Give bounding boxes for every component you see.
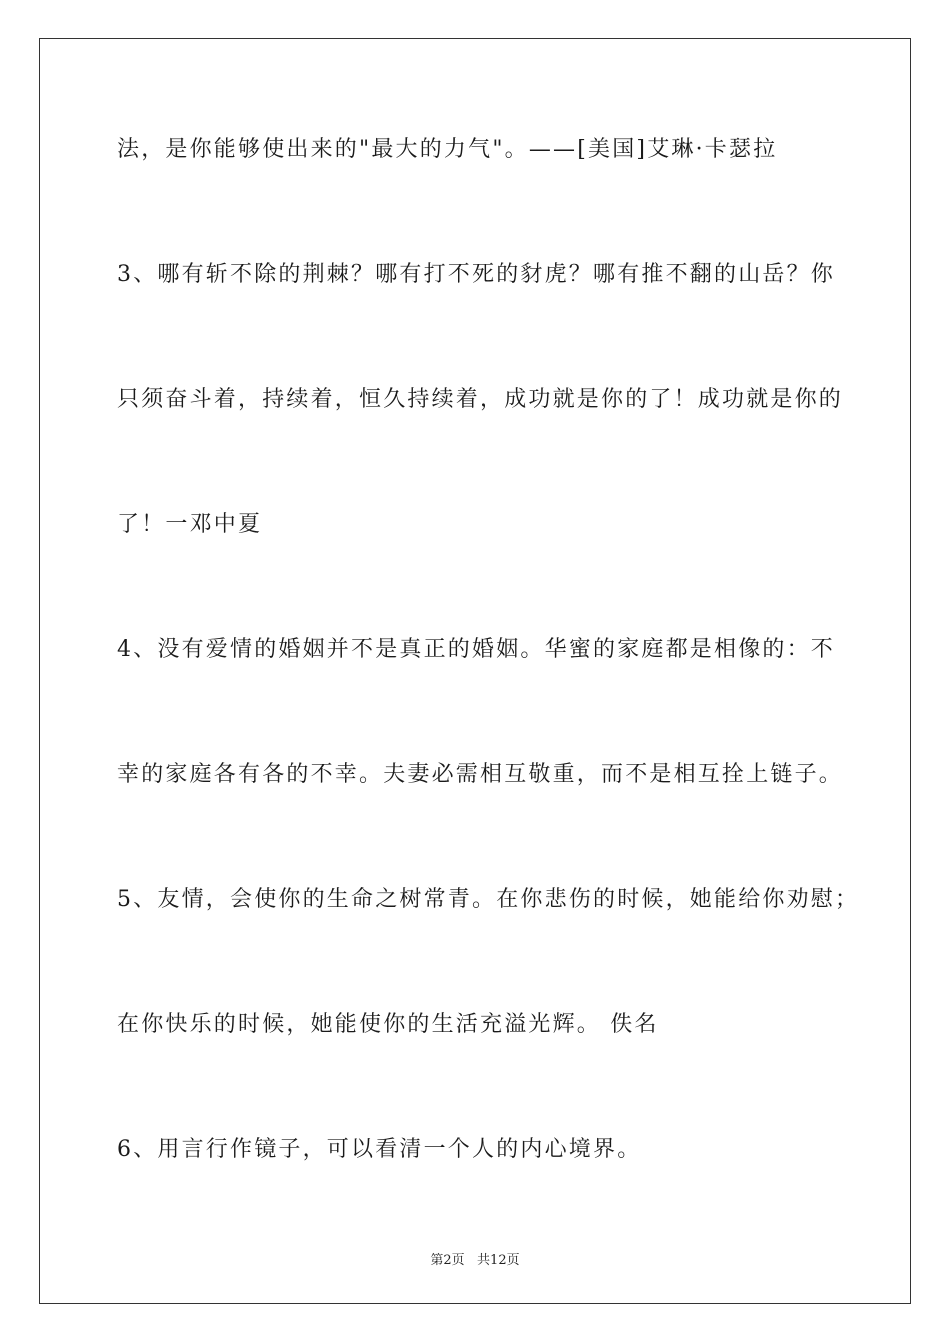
page-number-footer: 第2页 共12页 xyxy=(430,1253,520,1268)
text-line-5: 4、没有爱情的婚姻并不是真正的婚姻。华蜜的家庭都是相像的：不 xyxy=(117,637,835,662)
text-line-2: 3、哪有斩不除的荆棘？哪有打不死的豺虎？哪有推不翻的山岳？你 xyxy=(117,262,835,287)
text-line-8: 在你快乐的时候，她能使你的生活充溢光辉。 佚名 xyxy=(117,1012,659,1037)
text-line-6: 幸的家庭各有各的不幸。夫妻必需相互敬重，而不是相互拴上链子。 xyxy=(117,762,844,787)
text-line-4: 了！一邓中夏 xyxy=(117,512,263,537)
text-line-3: 只须奋斗着，持续着，恒久持续着，成功就是你的了！成功就是你的 xyxy=(117,387,844,412)
text-line-9: 6、用言行作镜子，可以看清一个人的内心境界。 xyxy=(117,1137,642,1162)
text-line-1: 法，是你能够使出来的"最大的力气"。——[美国]艾琳·卡瑟拉 xyxy=(117,137,778,162)
page-border xyxy=(39,38,911,1304)
text-line-7: 5、友情，会使你的生命之树常青。在你悲伤的时候，她能给你劝慰； xyxy=(117,887,860,912)
